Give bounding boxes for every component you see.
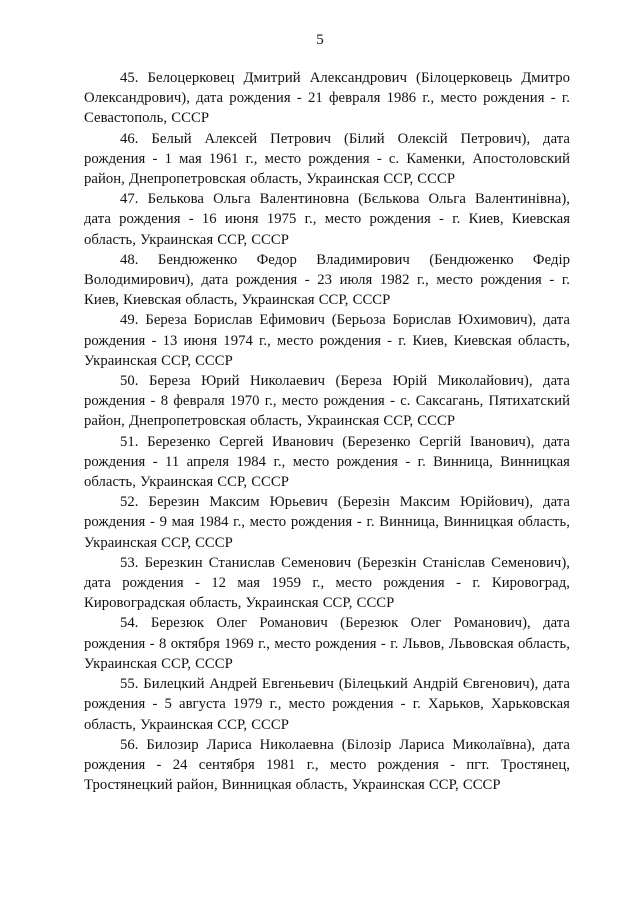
entry-list [84, 68, 570, 795]
list-item: 56. Билозир Лариса Николаевна (Білозір Лариса Миколаївна), дата рождения - 24 сентября 1981 г., место рождения - пгт. Тростянец, Тростянецкий район, Винницкая область, Украинская ССР, СССР [84, 736, 570, 794]
list-item: 54. Березюк Олег Романович (Березюк Олег Романович), дата рождения - 8 октября 1969 г., место рождения - г. Львов, Львовская область, Украинская ССР, СССР [84, 615, 570, 672]
page-number: 5 [316, 32, 324, 48]
list-item: 53. Березкин Станислав Семенович (Березкін Станіслав Семенович), дата рождения - 12 мая 1959 г., место рождения - г. Кировоград, Кировоградская область, Украинская ССР, СССР [84, 554, 570, 612]
list-item: 50. Береза Юрий Николаевич (Береза Юрій Миколайович), дата рождения - 8 февраля 1970 г., место рождения - с. Саксагань, Пятихатский район, Днепропетровская область, Украинская ССР, СССР [84, 373, 570, 430]
list-item: 48. Бендюженко Федор Владимирович (Бендюженко Федір Володимирович), дата рождения - 23 июля 1982 г., место рождения - г. Киев, Киевская область, Украинская ССР, СССР [84, 251, 570, 309]
list-item: 49. Береза Борислав Ефимович (Берьоза Борислав Юхимович), дата рождения - 13 июня 1974 г., место рождения - г. Киев, Киевская область, Украинская ССР, СССР [84, 312, 570, 369]
list-item: 52. Березин Максим Юрьевич (Березін Максим Юрійович), дата рождения - 9 мая 1984 г., место рождения - г. Винница, Винницкая область, Украинская ССР, СССР [84, 494, 570, 551]
list-item: 45. Белоцерковец Дмитрий Александрович (Білоцерковець Дмитро Олександрович), дата рождения - 21 февраля 1986 г., место рождения - г. Севастополь, СССР [84, 70, 570, 127]
list-item: 46. Белый Алексей Петрович (Білий Олексій Петрович), дата рождения - 1 мая 1961 г., место рождения - с. Каменки, Апостоловский район, Днепропетровская область, Украинская ССР, СССР [84, 130, 570, 188]
list-item: 55. Билецкий Андрей Евгеньевич (Білецький Андрій Євгенович), дата рождения - 5 августа 1979 г., место рождения - г. Харьков, Харьковская область, Украинская ССР, СССР [84, 676, 570, 733]
list-item: 51. Березенко Сергей Иванович (Березенко Сергій Іванович), дата рождения - 11 апреля 1984 г., место рождения - г. Винница, Винницкая область, Украинская ССР, СССР [84, 433, 570, 491]
list-item: 47. Белькова Ольга Валентиновна (Бєлькова Ольга Валентинівна), дата рождения - 16 июня 1975 г., место рождения - г. Киев, Киевская область, Украинская ССР, СССР [84, 191, 570, 248]
